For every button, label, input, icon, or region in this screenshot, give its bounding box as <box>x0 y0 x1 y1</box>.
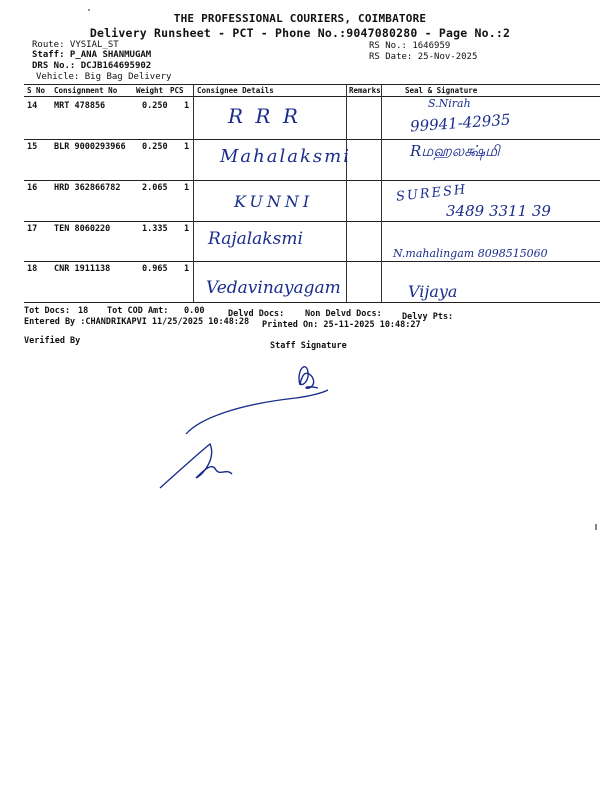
row-seal-handwritten: S.Nirah <box>428 97 471 110</box>
row-consignment: MRT 478856 <box>54 101 106 111</box>
row-seal-phone: 99941-42935 <box>409 110 512 136</box>
tot-docs-value: 18 <box>78 306 89 316</box>
scan-dot <box>88 9 90 11</box>
row-sno: 15 <box>27 142 38 152</box>
row-weight: 0.250 <box>142 101 168 111</box>
row-weight: 2.065 <box>142 183 168 193</box>
row-sno: 16 <box>27 183 38 193</box>
runsheet-subtitle: Delivery Runsheet - PCT - Phone No.:9047080280 - Page No.:2 <box>89 26 511 40</box>
col-header-consignee: Consignee Details <box>197 86 274 95</box>
verified-signature-mark <box>160 444 232 488</box>
non-delvd-docs-label: Non Delvd Docs: <box>305 309 382 319</box>
route-label: Route: VYSIAL_ST <box>32 40 119 50</box>
tot-docs-label: Tot Docs: <box>24 306 71 316</box>
row-consignment: CNR 1911138 <box>54 264 111 274</box>
vehicle-label: Vehicle: Big Bag Delivery <box>36 72 172 82</box>
row-seal-handwritten: N.mahalingam 8098515060 <box>393 247 548 260</box>
row-consignee-handwritten: R R R <box>228 104 301 128</box>
row-weight: 1.335 <box>142 224 168 234</box>
verified-signature-stroke <box>186 390 328 434</box>
row-consignee-handwritten: Rajalaksmi <box>208 229 303 249</box>
row-weight: 0.965 <box>142 264 168 274</box>
row-pcs: 1 <box>184 224 190 234</box>
col-header-pcs: PCS <box>170 86 184 95</box>
verified-by-label: Verified By <box>24 336 81 346</box>
tot-cod-value: 0.00 <box>184 306 205 316</box>
printed-on: Printed On: 25-11-2025 10:48:27 <box>262 320 421 330</box>
row-pcs: 1 <box>184 142 190 152</box>
row-pcs: 1 <box>184 101 190 111</box>
row-seal-handwritten: Rமஹலக்ஷ்மி <box>410 142 500 160</box>
rs-number: RS No.: 1646959 <box>369 41 451 51</box>
row-consignment: HRD 362866782 <box>54 183 121 193</box>
drs-number: DRS No.: DCJB164695902 <box>32 61 152 71</box>
row-sno: 18 <box>27 264 38 274</box>
row-consignee-handwritten: KUNNI <box>234 192 314 211</box>
row-seal-handwritten: Vijaya <box>408 282 458 301</box>
row-consignment: TEN 8060220 <box>54 224 111 234</box>
rs-date: RS Date: 25-Nov-2025 <box>369 52 478 62</box>
delvy-pts-label: Delvy Pts: <box>402 312 454 322</box>
row-seal-phone: 3489 3311 39 <box>446 202 551 220</box>
col-header-consignment: Consignment No <box>54 86 118 95</box>
row-consignment: BLR 9000293966 <box>54 142 126 152</box>
row-pcs: 1 <box>184 183 190 193</box>
staff-signature-label: Staff Signature <box>270 341 347 351</box>
col-header-weight: Weight <box>136 86 164 95</box>
delvd-docs-label: Delvd Docs: <box>228 309 285 319</box>
company-title: THE PROFESSIONAL COURIERS, COIMBATORE <box>173 12 427 25</box>
row-pcs: 1 <box>184 264 190 274</box>
entered-by: Entered By :CHANDRIKAPVI 11/25/2025 10:48:28 <box>24 317 250 327</box>
tot-cod-label: Tot COD Amt: <box>107 306 169 316</box>
row-weight: 0.250 <box>142 142 168 152</box>
row-consignee-handwritten: Mahalaksmi <box>220 146 351 167</box>
col-header-remarks: Remarks <box>349 86 381 95</box>
row-seal-handwritten: SURESH <box>395 182 468 205</box>
col-header-sno: S No <box>27 86 46 95</box>
staff-signature-mark <box>299 367 318 389</box>
row-sno: 17 <box>27 224 38 234</box>
staff-label: Staff: P_ANA SHANMUGAM <box>32 50 152 60</box>
col-header-seal: Seal & Signature <box>405 86 478 95</box>
row-sno: 14 <box>27 101 38 111</box>
row-consignee-handwritten: Vedavinayagam <box>206 278 341 298</box>
